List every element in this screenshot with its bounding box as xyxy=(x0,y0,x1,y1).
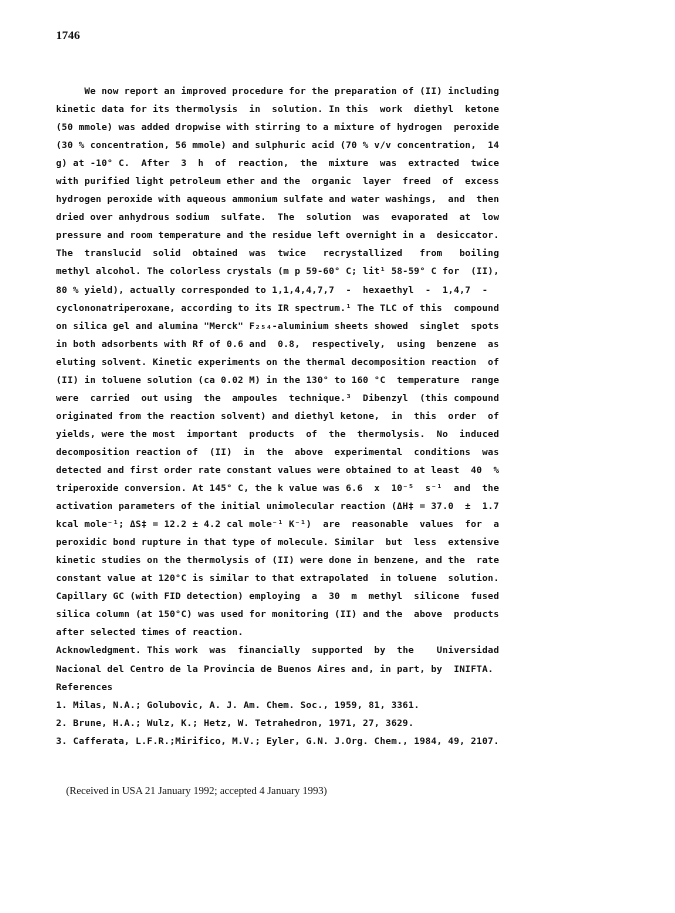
acknowledgment-line: Nacional del Centro de la Provincia de Buenos Aires and, in part, by INIFTA. xyxy=(56,663,494,675)
paragraph-line: in both adsorbents with Rf of 0.6 and 0.8, respectively, using benzene as xyxy=(56,338,500,350)
paragraph-line: hydrogen peroxide with aqueous ammonium sulfate and water washings, and then xyxy=(56,194,500,206)
paragraph-line: dried over anhydrous sodium sulfate. The solution was evaporated at low xyxy=(56,212,500,224)
paragraph-line: We now report an improved procedure for the preparation of (II) including xyxy=(56,86,500,97)
acknowledgment-text: This work was financially supported by the Universidad xyxy=(141,645,500,657)
paragraph-line: methyl alcohol. The colorless crystals (m p 59-60° C; lit¹ 58-59° C for (II), xyxy=(56,266,500,278)
paragraph-line: triperoxide conversion. At 145° C, the k value was 6.6 x 10⁻⁵ s⁻¹ and the xyxy=(56,483,500,495)
paragraph-line: constant value at 120°C is similar to that extrapolated in toluene solution. xyxy=(56,573,500,585)
reference-item: 1. Milas, N.A.; Golubovic, A. J. Am. Chem. Soc., 1959, 81, 3361. xyxy=(56,699,420,711)
paragraph-line: with purified light petroleum ether and the organic layer freed of excess xyxy=(56,176,500,188)
paragraph-line: kcal mole⁻¹; ΔS‡ = 12.2 ± 4.2 cal mole⁻¹ K⁻¹) are reasonable values for a xyxy=(56,519,500,531)
paragraph-line: kinetic data for its thermolysis in solution. In this work diethyl ketone xyxy=(56,104,500,116)
article-body xyxy=(56,83,616,751)
paragraph-line: Capillary GC (with FID detection) employing a 30 m methyl silicone fused xyxy=(56,591,500,603)
paragraph-line: (50 mmole) was added dropwise with stirring to a mixture of hydrogen peroxide xyxy=(56,122,500,134)
paragraph-line: (II) in toluene solution (ca 0.02 M) in the 130° to 160 °C temperature range xyxy=(56,374,500,386)
paragraph-line: detected and first order rate constant values were obtained to at least 40 % xyxy=(56,464,500,476)
page-number: 1746 xyxy=(56,28,80,42)
reference-item: 3. Cafferata, L.F.R.;Mirifico, M.V.; Eyler, G.N. J.Org. Chem., 1984, 49, 2107. xyxy=(56,735,500,747)
paragraph-line: were carried out using the ampoules technique.³ Dibenzyl (this compound xyxy=(56,392,500,404)
paragraph-line: peroxidic bond rupture in that type of molecule. Similar but less extensive xyxy=(56,537,500,549)
paragraph-line: originated from the reaction solvent) and diethyl ketone, in this order of xyxy=(56,410,500,422)
paragraph-line: 80 % yield), actually corresponded to 1,1,4,4,7,7 - hexaethyl - 1,4,7 - xyxy=(56,284,488,296)
paragraph-line: activation parameters of the initial unimolecular reaction (ΔH‡ = 37.0 ± 1.7 xyxy=(56,501,500,513)
paragraph-line: (30 % concentration, 56 mmole) and sulphuric acid (70 % v/v concentration, 14 xyxy=(56,140,500,152)
acknowledgment-line xyxy=(56,642,616,660)
paragraph-line: decomposition reaction of (II) in the above experimental conditions was xyxy=(56,446,500,458)
paragraph-line: yields, were the most important products of the thermolysis. No induced xyxy=(56,428,500,440)
paragraph-line: eluting solvent. Kinetic experiments on the thermal decomposition reaction of xyxy=(56,356,500,368)
paragraph-line: kinetic studies on the thermolysis of (II) were done in benzene, and the rate xyxy=(56,555,500,567)
received-note: (Received in USA 21 January 1992; accepted 4 January 1993) xyxy=(66,786,327,797)
references-heading: References xyxy=(56,681,113,693)
reference-item: 2. Brune, H.A.; Wulz, K.; Hetz, W. Tetrahedron, 1971, 27, 3629. xyxy=(56,717,414,729)
paragraph-line: on silica gel and alumina "Merck" F₂₅₄-aluminium sheets showed singlet spots xyxy=(56,320,500,332)
paragraph-line: pressure and room temperature and the residue left overnight in a desiccator. xyxy=(56,230,500,242)
acknowledgment-heading: Acknowledgment. xyxy=(56,645,142,657)
paragraph-line: cyclononatriperoxane, according to its IR spectrum.¹ The TLC of this compound xyxy=(56,302,500,314)
paragraph-line: The translucid solid obtained was twice recrystallized from boiling xyxy=(56,248,500,260)
paragraph-line: silica column (at 150°C) was used for monitoring (II) and the above products xyxy=(56,609,500,621)
paragraph-line: after selected times of reaction. xyxy=(56,627,244,639)
paragraph-line: g) at -10° C. After 3 h of reaction, the mixture was extracted twice xyxy=(56,158,500,170)
